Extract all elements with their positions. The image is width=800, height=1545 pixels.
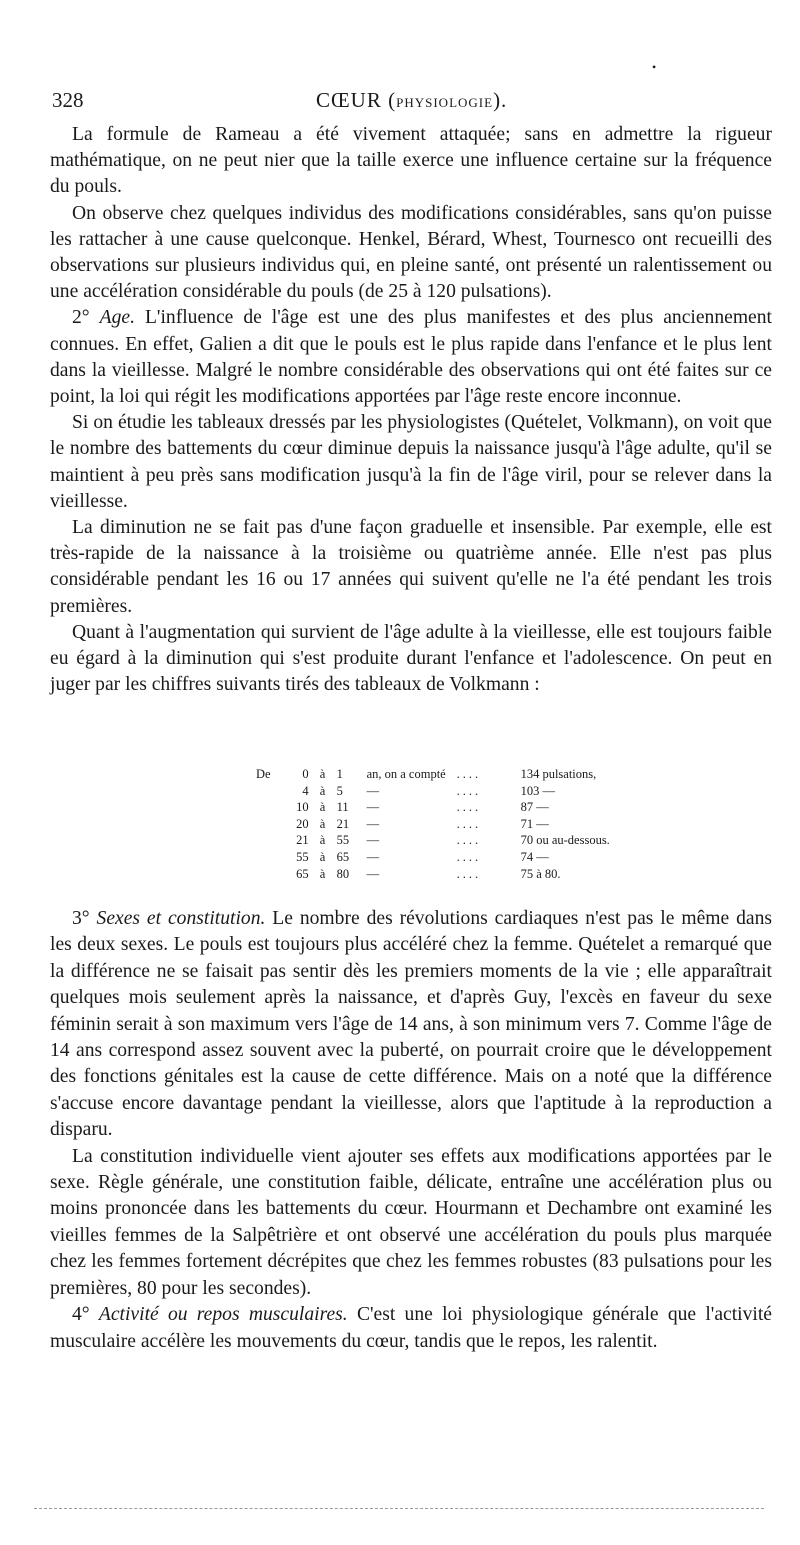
section-heading-sexes: Sexes et constitution.	[96, 908, 266, 929]
pulse-value: 134 pulsations,	[520, 767, 597, 781]
running-title-sub: PHYSIOLOGIE	[396, 95, 494, 110]
row-dots: ....	[456, 816, 482, 831]
section-number: 4°	[72, 1304, 99, 1326]
paragraph-age	[50, 305, 772, 410]
age-to: 1	[336, 767, 343, 781]
paragraph-tableaux: Si on étudie les tableaux dressés par les physiologistes (Quételet, Volkmann), on voit que le nombre des battements du cœur diminue depuis la naissance jusqu'à l'âge adulte, qu'il se maintient à peu près sans modification jusqu'à la fin de l'âge viril, pour se relever dans la vieillesse.	[50, 412, 772, 512]
age-sep: à	[319, 783, 326, 798]
running-title-close: ).	[493, 88, 508, 112]
age-to: 11	[336, 800, 349, 815]
row-prefix: De	[256, 767, 271, 781]
row-prefix	[252, 832, 275, 849]
age-from: 55	[296, 849, 309, 864]
paragraph-constitution: La constitution individuelle vient ajouter ses effets aux modifications apportées par le sexe. Règle générale, une constitution faible, délicate, entraîne une accélération plus ou moins prononcée dans les battements du cœur. Hourmann et Dechambre ont examiné les vieilles femmes de la Salpêtrière et ont observé une accélération du pouls plus marquée chez les femmes fortement décrépites que chez les femmes robustes (83 pulsations pour les premières, 80 pour les secondes).	[50, 1145, 772, 1299]
table-row	[252, 816, 675, 833]
row-dots: ....	[456, 833, 482, 848]
row-dots: ....	[456, 800, 482, 815]
body-text-bottom	[50, 906, 772, 1355]
print-mark: •	[652, 60, 657, 74]
pulse-by-age-table	[252, 766, 675, 882]
section-heading-activite: Activité ou repos musculaires.	[98, 1304, 348, 1326]
age-from: 4	[302, 783, 309, 798]
row-prefix	[252, 849, 275, 866]
pulse-value: 87 —	[520, 800, 549, 815]
section-number: 2°	[72, 307, 100, 329]
row-note: —	[366, 849, 380, 864]
running-header	[52, 60, 766, 118]
row-prefix	[252, 866, 275, 883]
paragraph-sexes-text: Le nombre des révolutions cardiaques n'est pas le même dans les deux sexes. Le pouls est toujours plus accéléré chez la femme. Quételet a remarqué que la différence ne se faisait pas sentir dès les premiers moments de la vie ; elle apparaîtrait quelques mois seulement après la naissance, et d'après Guy, l'excès en faveur du sexe féminin serait à son maximum vers l'âge de 14 ans, à son minimum vers 7. Comme l'âge de 14 ans correspond assez souvent avec la puberté, on pourrait croire que le développement des fonctions génitales est la cause de cette différence. Mais on a noté que la différence s'accuse encore davantage pendant la vieillesse, alors que l'aptitude à la reproduction a disparu.	[50, 908, 773, 1141]
paragraph-age-text: L'influence de l'âge est une des plus manifestes et des plus anciennement connues. En effet, Galien a dit que le pouls est le plus rapide dans l'enfance et le plus lent dans la vieillesse. Malgré le nombre considérable des observations qui ont été faites sur ce point, la loi qui régit les modifications apportées par l'âge reste encore inconnue.	[50, 307, 772, 408]
age-from: 20	[296, 816, 309, 831]
table-row	[252, 832, 675, 849]
age-sep: à	[319, 866, 326, 881]
age-sep: à	[319, 833, 326, 848]
age-to: 5	[336, 783, 343, 798]
age-sep: à	[319, 800, 326, 815]
row-dots: ....	[456, 783, 482, 798]
age-from: 0	[302, 767, 309, 781]
paragraph-augmentation: Quant à l'augmentation qui survient de l'âge adulte à la vieillesse, elle est toujours faible eu égard à la diminution qui s'est produite durant l'enfance et l'adolescence. On peut en juger par les chiffres suivants tirés des tableaux de Volkmann :	[50, 621, 772, 696]
pulse-value: 74 —	[520, 849, 549, 864]
age-to: 80	[336, 866, 350, 881]
row-note: an, on a compté	[366, 767, 446, 781]
paragraph-activite	[50, 1302, 772, 1355]
running-title	[316, 88, 507, 113]
section-heading-age: Age.	[99, 307, 135, 329]
row-note: —	[366, 816, 380, 831]
table-row	[252, 849, 675, 866]
pulse-value: 71 —	[520, 816, 549, 831]
row-prefix	[252, 783, 275, 800]
page-number: 328	[52, 88, 84, 112]
age-from: 10	[296, 800, 309, 815]
paragraph-individus: On observe chez quelques individus des modifications considérables, sans qu'on puisse les rattacher à une cause quelconque. Henkel, Bérard, Whest, Tournesco ont recueilli des observations sur plusieurs individus qui, en pleine santé, ont présenté un ralentissement ou une accélération considérable du pouls (de 25 à 120 pulsations).	[50, 202, 772, 303]
row-dots: ....	[456, 849, 482, 864]
age-sep: à	[319, 849, 326, 864]
paragraph-diminution: La diminution ne se fait pas d'une façon graduelle et insensible. Par exemple, elle est très-rapide de la naissance à la troisième ou quatrième année. Elle n'est pas plus considérable pendant les 16 ou 17 années qui suivent qu'elle ne l'a été pendant les trois premières.	[50, 517, 772, 617]
pulse-value: 70 ou au-dessous.	[520, 833, 610, 848]
age-sep: à	[319, 767, 326, 781]
section-number: 3°	[72, 908, 97, 929]
age-from: 21	[296, 833, 309, 848]
paragraph-sexes	[50, 906, 772, 1144]
age-from: 65	[296, 866, 309, 881]
row-dots: ....	[456, 767, 482, 781]
table-row	[252, 766, 675, 783]
pulse-value: 103 —	[520, 783, 555, 798]
row-prefix	[252, 799, 275, 816]
row-note: —	[366, 783, 380, 798]
age-to: 65	[336, 849, 350, 864]
age-to: 21	[336, 816, 350, 831]
paragraph-taille: La formule de Rameau a été vivement attaquée; sans en admettre la rigueur mathématique, on ne peut nier que la taille exerce une influence certaine sur la fréquence du pouls.	[50, 124, 772, 198]
paragraph-activite-text: C'est une loi physiologique générale que l'activité musculaire accélère les mouvements du cœur, tandis que le repos, les ralentit.	[50, 1304, 773, 1352]
row-prefix	[252, 816, 275, 833]
row-note: —	[366, 800, 380, 815]
row-note: —	[366, 866, 380, 881]
table-row	[252, 783, 675, 800]
pulse-value: 75 à 80.	[520, 866, 561, 881]
row-dots: ....	[456, 866, 482, 881]
running-title-main: CŒUR (	[316, 88, 397, 112]
table-row	[252, 866, 675, 883]
footer-rule	[34, 1508, 764, 1509]
row-note: —	[366, 833, 380, 848]
age-sep: à	[319, 816, 326, 831]
body-text-top	[50, 122, 772, 698]
age-to: 55	[336, 833, 350, 848]
table-row	[252, 799, 675, 816]
